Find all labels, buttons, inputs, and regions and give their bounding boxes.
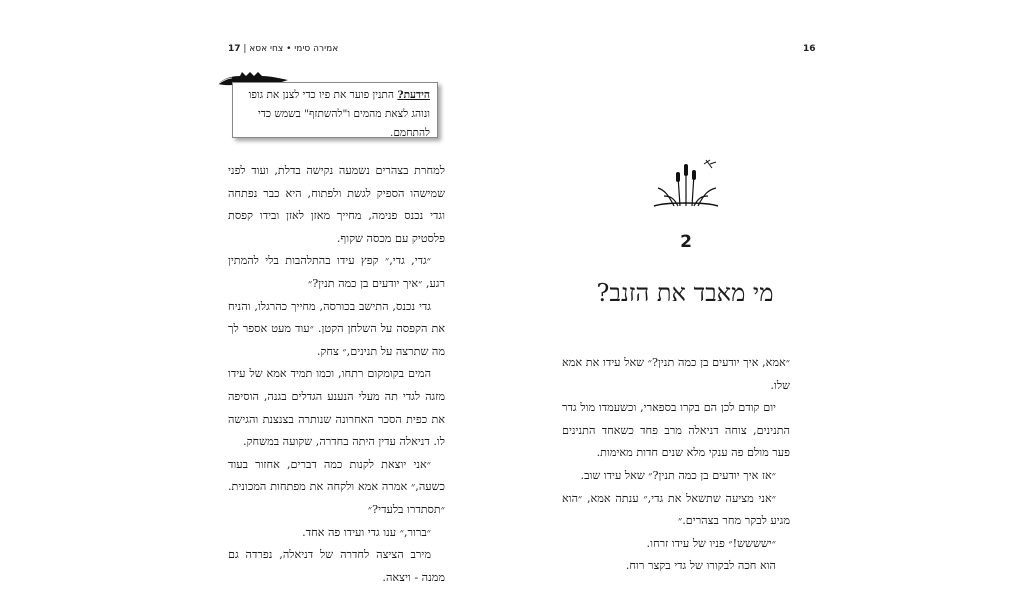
paragraph: ״גדי, גדי,״ קפץ עידו בהתלהבות בלי להמתין רגע, ״איך יודעים בן כמה תנין?״ xyxy=(228,254,445,290)
paragraph: גדי נכנס, התישב בכורסה, מחייך כהרגלו, והניח את הקפסה על השלחן הקטן. ״עוד מעט אספר לך מה שתרצה על תנינים,״ צחק. xyxy=(228,299,445,358)
chapter-number: 2 xyxy=(680,232,692,252)
did-you-know-text: התנין פוער את פיו כדי לצנן את גופו ונוהג לצאת מהמים ו"להשתזף" בשמש כדי להתחמם. xyxy=(248,89,430,139)
right-page-text xyxy=(562,352,790,578)
right-page-header xyxy=(803,44,816,54)
paragraph: ״אמא, איך יודעים בן כמה תנין?״ שאל עידו את אמא שלו. xyxy=(562,356,790,392)
left-page-text xyxy=(228,160,445,589)
did-you-know-label: הידעת? xyxy=(397,89,430,101)
paragraph: מירב הציצה לחדרה של דניאלה, נפרדה גם ממנה - ויצאה. xyxy=(228,548,445,584)
paragraph: למחרת בצהרים נשמעה נקישה בדלת, ועוד לפני שמישהו הספיק לגשת ולפתוח, היא כבר נפתחה וגדי נכנס פנימה, מחייך מאזן לאזן ובידו קפסת פלסטיק עם מכסה שקוף. xyxy=(228,164,445,245)
paragraph: ״אז איך יודעים בן כמה תנין?״ שאל עידו שוב. xyxy=(580,468,776,482)
paragraph: יום קודם לכן הם בקרו בספארי, וכשעמדו מול גדר התנינים, צוחה דניאלה מרב פחד כשאחד התנינים פער מולם פה ענקי מלא שנים חדות מאימות. xyxy=(562,401,790,460)
paragraph: המים בקומקום רתחו, וכמו תמיד אמא של עידו מזגה לגדי תה מעלי הנענע הגדלים בגנה, הוסיפה את כפית הסכר האחרונה שנותרה בצנצנת והגישה לו. דניאלה עדין היתה בחדרה, שקועה במשחק. xyxy=(228,367,445,449)
did-you-know-box xyxy=(232,82,438,138)
left-page-number: 17 xyxy=(228,44,241,54)
left-page-header xyxy=(228,44,338,54)
paragraph: הוא חכה לבקורו של גדי בקצר רוח. xyxy=(625,559,776,573)
paragraph: ״ברור,״ ענו גדי ועידו פה אחד. xyxy=(302,525,431,539)
right-page-number: 16 xyxy=(803,44,816,54)
paragraph: ״אני יוצאת לקנות כמה דברים, אחזור בעוד כשעה,״ אמרה אמא ולקחה את מפתחות המכונית. ״תסתדרו בלעדי?״ xyxy=(228,457,445,516)
running-head: אמירה סימי • צחי אסא | xyxy=(240,44,339,54)
chapter-title: מי מאבד את הזנב? xyxy=(596,279,774,307)
left-page xyxy=(0,0,512,584)
reeds-icon xyxy=(650,154,722,210)
paragraph: ״אני מציעה שתשאל את גדי,״ ענתה אמא, ״הוא מגיע לבקר מחר בצהרים.״ xyxy=(562,491,790,528)
paragraph: ״ישששש!״ פניו של עידו זרחו. xyxy=(646,536,776,550)
